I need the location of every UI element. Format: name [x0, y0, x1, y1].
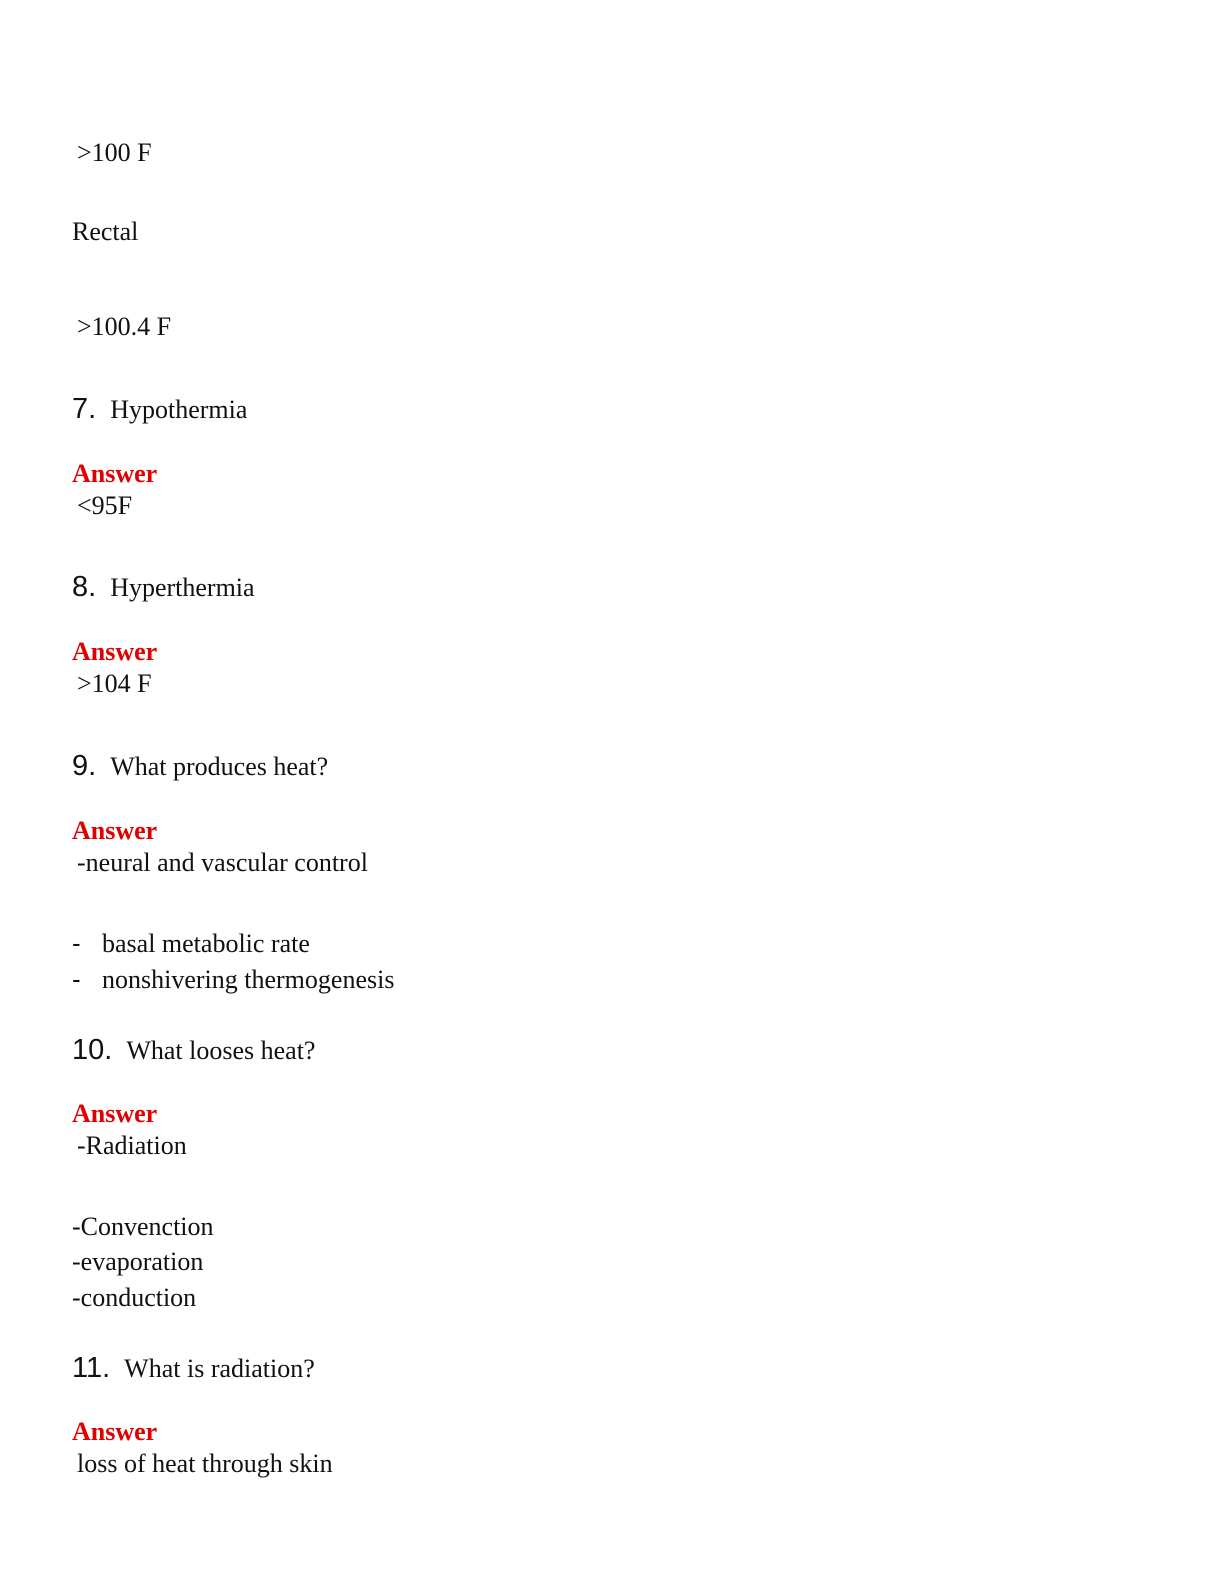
question-10 [72, 1035, 315, 1066]
text-line: -evaporation [72, 1247, 204, 1276]
answer-label: Answer [72, 1099, 158, 1128]
list-item [72, 928, 310, 959]
answer-text: >104 F [77, 669, 152, 698]
question-text: Hypothermia [110, 395, 248, 424]
question-7 [72, 394, 247, 425]
question-number: 7. [72, 393, 97, 425]
question-number: 10. [72, 1034, 113, 1066]
answer-label: Answer [72, 637, 158, 666]
dash-bullet-icon: - [72, 964, 81, 994]
answer-text: loss of heat through skin [77, 1449, 333, 1478]
text-line: -Convenction [72, 1212, 214, 1241]
answer-text: <95F [77, 491, 133, 520]
text-line: Rectal [72, 217, 139, 246]
text-line: >100.4 F [77, 312, 172, 341]
answer-label: Answer [72, 1417, 158, 1446]
question-number: 8. [72, 571, 97, 603]
question-9 [72, 751, 328, 782]
text-line: -conduction [72, 1283, 197, 1312]
answer-text: -neural and vascular control [77, 848, 368, 877]
answer-label: Answer [72, 459, 158, 488]
question-text: What produces heat? [110, 752, 329, 781]
question-11 [72, 1353, 315, 1384]
dash-bullet-icon: - [72, 928, 81, 958]
question-number: 11. [72, 1352, 111, 1384]
question-text: Hyperthermia [110, 573, 255, 602]
answer-label: Answer [72, 816, 158, 845]
list-item [72, 964, 394, 995]
question-number: 9. [72, 750, 97, 782]
list-item-text: nonshivering thermogenesis [102, 965, 395, 994]
question-text: What is radiation? [124, 1354, 315, 1383]
list-item-text: basal metabolic rate [102, 929, 310, 958]
question-text: What looses heat? [126, 1036, 316, 1065]
text-line: >100 F [77, 138, 152, 167]
question-8 [72, 572, 255, 603]
answer-text: -Radiation [77, 1131, 187, 1160]
